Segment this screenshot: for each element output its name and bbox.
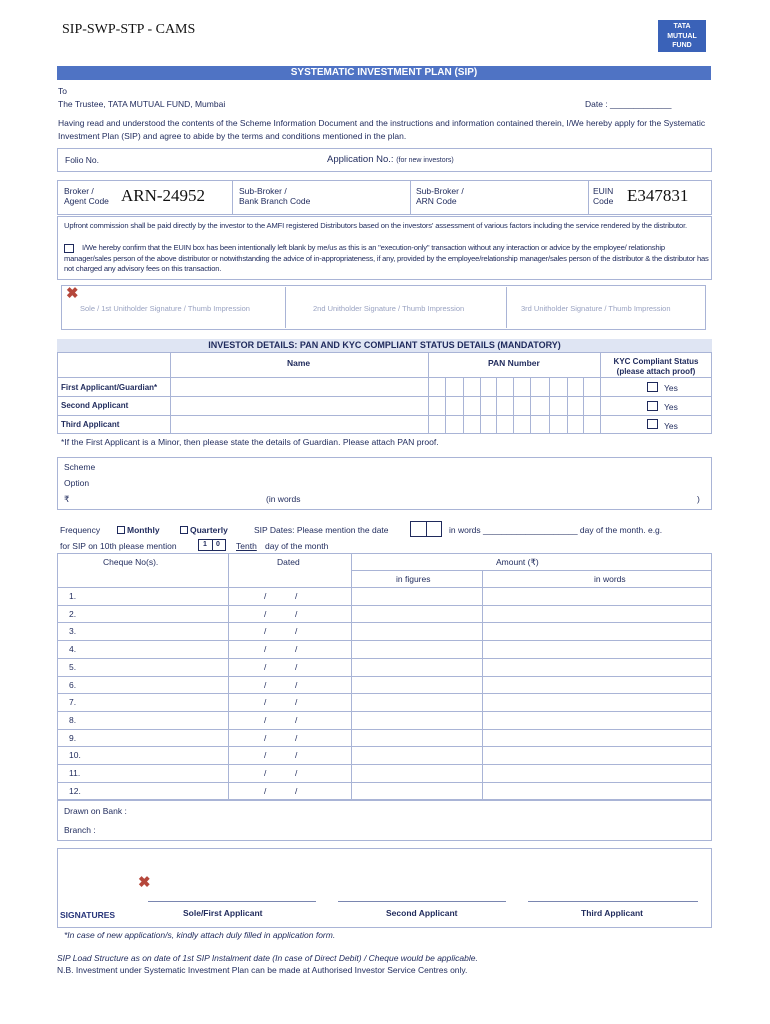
folio-input[interactable]: [110, 150, 310, 170]
row-first-applicant: First Applicant/Guardian*: [61, 383, 158, 392]
arn-code-value[interactable]: ARN-24952: [121, 186, 206, 205]
euin-label-2: Code: [593, 196, 614, 206]
date-slash: /: [264, 679, 267, 690]
cheque-row-number: 6.: [69, 679, 77, 690]
name-input-3[interactable]: [172, 417, 426, 433]
application-no-label: Application No.:: [327, 154, 394, 165]
date-slash: /: [264, 750, 267, 761]
application-label: [327, 154, 454, 165]
third-unitholder-signature[interactable]: 3rd Unitholder Signature / Thumb Impression: [521, 304, 671, 313]
example-digit-2: 0: [216, 541, 220, 548]
date-slash: /: [295, 750, 298, 761]
date-slash: /: [295, 714, 298, 725]
kyc-yes-checkbox-3[interactable]: [647, 419, 658, 429]
quarterly-label: Quarterly: [190, 525, 228, 535]
table-row[interactable]: [57, 746, 712, 764]
kyc-yes-label-1: Yes: [664, 383, 678, 393]
date-slash: /: [264, 785, 267, 796]
subbroker-label-2: Bank Branch Code: [239, 196, 311, 206]
sip-date-in-words[interactable]: in words ____________________ day of the month. e.g.: [449, 525, 663, 535]
subbroker-arn-label: [416, 186, 464, 206]
logo-line-3: FUND: [672, 42, 692, 49]
date-slash: /: [295, 608, 298, 619]
date-slash: /: [264, 644, 267, 655]
tata-logo: [658, 20, 706, 52]
date-slash: /: [264, 591, 267, 601]
second-unitholder-signature[interactable]: 2nd Unitholder Signature / Thumb Impression: [313, 304, 465, 313]
broker-label-1: Broker /: [64, 186, 94, 196]
cheque-row-number: 10.: [69, 750, 81, 761]
date-slash: /: [264, 697, 267, 708]
cheque-row-number: 9.: [69, 732, 77, 743]
date-slash: /: [264, 768, 267, 778]
second-applicant-signature[interactable]: Second Applicant: [386, 908, 458, 918]
option-label[interactable]: Option: [64, 478, 90, 488]
col-kyc: [600, 357, 712, 377]
quarterly-option[interactable]: [180, 525, 228, 535]
cheque-row-number: 1.: [69, 591, 77, 601]
cheque-row-number: 5.: [69, 661, 77, 672]
quarterly-checkbox[interactable]: [180, 526, 188, 534]
kyc-yes-label-2: Yes: [664, 402, 678, 412]
date-slash: /: [264, 608, 267, 619]
application-note: (for new investors): [396, 157, 454, 164]
application-input[interactable]: [480, 150, 708, 170]
col-in-figures: in figures: [396, 574, 431, 584]
bank-box: [57, 800, 712, 841]
table-row[interactable]: [57, 587, 712, 605]
table-row[interactable]: [57, 711, 712, 729]
row-second-applicant: Second Applicant: [61, 401, 129, 410]
sip-dates-label: SIP Dates: Please mention the date: [254, 525, 389, 535]
form-code: SIP-SWP-STP - CAMS: [62, 22, 196, 37]
first-unitholder-signature[interactable]: Sole / 1st Unitholder Signature / Thumb Impression: [80, 304, 250, 313]
name-input-2[interactable]: [172, 398, 426, 414]
row-third-applicant: Third Applicant: [61, 420, 120, 429]
date-field[interactable]: Date : _____________: [585, 99, 672, 109]
scheme-box: [57, 457, 712, 510]
date-slash: /: [295, 697, 298, 708]
upfront-commission-text: Upfront commission shall be paid directly by the investor to the AMFI registered Distributors based on the investors' assessment of various factors including the service rendered by the distributor.: [64, 221, 688, 230]
col-kyc-2: (please attach proof): [616, 367, 696, 376]
table-row[interactable]: [57, 729, 712, 747]
sip-load-structure-note: SIP Load Structure as on date of 1st SIP Instalment date (In case of Direct Debit) / Cheque would be applicable.: [57, 953, 478, 963]
table-row[interactable]: [57, 605, 712, 623]
subbroker-label-1: Sub-Broker /: [239, 186, 287, 196]
drawn-on-bank-label[interactable]: Drawn on Bank :: [64, 806, 127, 816]
table-row[interactable]: [57, 676, 712, 694]
scheme-label[interactable]: Scheme: [64, 462, 96, 472]
cheque-row-number: 3.: [69, 626, 77, 637]
amount-close-paren: ): [697, 494, 700, 504]
col-pan: PAN Number: [488, 358, 540, 368]
minor-guardian-note: *If the First Applicant is a Minor, then please state the details of Guardian. Please attach PAN proof.: [61, 437, 439, 447]
col-in-words: in words: [594, 574, 626, 584]
date-slash: /: [295, 768, 298, 778]
frequency-label: Frequency: [60, 525, 101, 535]
new-application-note: *In case of new application/s, kindly attach duly filled in application form.: [64, 930, 336, 940]
declaration-text: Having read and understood the contents of the Scheme Information Document and the instructions and information contained therein, I/We hereby apply for the Systematic Investment Plan (SIP) and agree to abide by the terms and conditions mentioned in the plan.: [58, 118, 706, 141]
table-row[interactable]: [57, 693, 712, 711]
cheque-row-number: 12.: [69, 785, 81, 796]
monthly-label: Monthly: [127, 525, 160, 535]
example-digit-1: 1: [203, 541, 207, 548]
cheque-row-number: 2.: [69, 608, 77, 619]
nb-note: N.B. Investment under Systematic Investment Plan can be made at Authorised Investor Service Centres only.: [57, 965, 468, 975]
to-label: To: [58, 86, 67, 96]
table-row[interactable]: [57, 782, 712, 800]
date-slash: /: [295, 732, 298, 743]
cheque-row-number: 7.: [69, 697, 77, 708]
cheque-row-number: 11.: [69, 768, 81, 778]
col-cheque-no: Cheque No(s).: [103, 557, 159, 567]
table-row[interactable]: [57, 622, 712, 640]
example-day-of-month: day of the month: [265, 541, 329, 551]
euin-label: [593, 186, 613, 206]
cheque-row-number: 4.: [69, 644, 77, 655]
broker-label: [64, 186, 109, 206]
kyc-yes-label-3: Yes: [664, 421, 678, 431]
sign-here-x-icon: ✖: [66, 285, 79, 302]
date-slash: /: [264, 661, 267, 672]
monthly-option[interactable]: [117, 525, 160, 535]
table-row[interactable]: [57, 640, 712, 658]
form-title: SYSTEMATIC INVESTMENT PLAN (SIP): [57, 66, 711, 80]
col-amount: Amount (₹): [496, 557, 539, 567]
col-kyc-1: KYC Compliant Status: [613, 357, 699, 366]
date-slash: /: [295, 626, 298, 637]
date-slash: /: [264, 714, 267, 725]
table-row[interactable]: [57, 764, 712, 782]
name-input-1[interactable]: [172, 379, 426, 395]
example-date-box: [198, 539, 226, 551]
example-tenth: Tenth: [236, 541, 257, 551]
subbroker-arn-2: ARN Code: [416, 196, 457, 206]
euin-confirm-text: I/We hereby confirm that the EUIN box has been intentionally left blank by me/us as this is an "execution-only" transaction without any interaction or advice by the employee/ relationship manager/sales person of the above distributor or notwithstanding the advice of in-appropriateness, if any, provided by the employee/relationship manager/sales person of the distributor & the distributor has not charged any advisory fees on this transaction.: [64, 243, 709, 273]
branch-label[interactable]: Branch :: [64, 825, 96, 835]
date-slash: /: [295, 785, 298, 796]
monthly-checkbox[interactable]: [117, 526, 125, 534]
kyc-yes-checkbox-2[interactable]: [647, 401, 658, 411]
logo-line-2: MUTUAL: [667, 32, 697, 40]
pan-input-1[interactable]: [430, 379, 598, 395]
investor-heading: INVESTOR DETAILS: PAN AND KYC COMPLIANT STATUS DETAILS (MANDATORY): [57, 339, 712, 352]
cheque-row-number: 8.: [69, 714, 77, 725]
date-slash: /: [295, 679, 298, 690]
pan-input-3[interactable]: [430, 417, 598, 433]
rupee-sign: ₹: [64, 494, 70, 504]
col-name: Name: [287, 358, 311, 368]
sole-first-applicant-signature[interactable]: Sole/First Applicant: [183, 908, 263, 918]
amount-in-words-label[interactable]: (in words: [266, 494, 301, 504]
subbroker-arn-1: Sub-Broker /: [416, 186, 464, 196]
trustee-address: The Trustee, TATA MUTUAL FUND, Mumbai: [58, 99, 226, 109]
col-dated: Dated: [277, 557, 300, 567]
broker-label-2: Agent Code: [64, 196, 109, 206]
date-slash: /: [295, 661, 298, 672]
euin-code-value[interactable]: E347831: [627, 186, 689, 205]
table-row[interactable]: [57, 658, 712, 676]
pan-input-2[interactable]: [430, 398, 598, 414]
date-slash: /: [295, 644, 298, 655]
date-slash: /: [264, 626, 267, 637]
sign-here-x-icon-bottom: ✖: [138, 874, 151, 891]
sip-example-text: for SIP on 10th please mention: [60, 541, 177, 551]
signatures-label: SIGNATURES: [60, 910, 116, 920]
logo-line-1: TATA: [673, 23, 691, 30]
folio-label: Folio No.: [65, 155, 100, 165]
third-applicant-signature[interactable]: Third Applicant: [581, 908, 644, 918]
kyc-yes-checkbox-1[interactable]: [647, 382, 658, 392]
date-slash: /: [264, 732, 267, 743]
euin-label-1: EUIN: [593, 186, 614, 196]
subbroker-branch-label: [239, 186, 310, 206]
date-slash: /: [295, 591, 298, 601]
